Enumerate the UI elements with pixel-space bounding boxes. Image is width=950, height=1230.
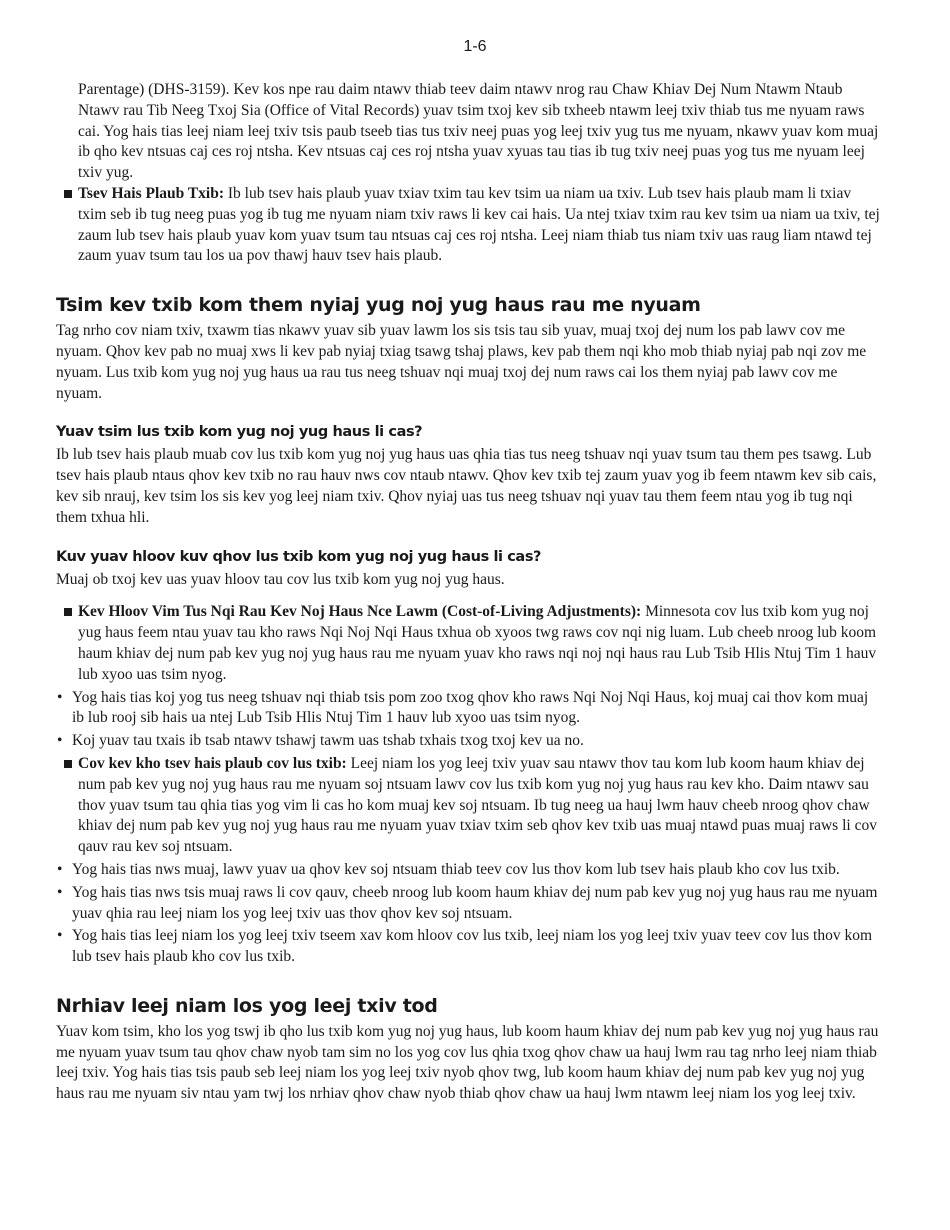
- continuation-paragraph: Parentage) (DHS-3159). Kev kos npe rau daim ntawv thiab teev daim ntawv nrog rau Chaw Khiav Dej Num Ntawm Ntaub Ntawv rau Tib Neeg Txoj Sia (Office of Vital Records) yuav tsim txoj kev sib txheeb ntawm leej txiv thiab tus me nyuam raws cai. Yog hais tias leej niam leej txiv tsis paub tseeb tias tus txiv neej puas yog leej txiv yug tus me nyuam, nkawv yuav kom muaj ib qho kev ntsuas caj ces roj ntsha. Kev ntsuas caj ces roj ntsha yuav xyuas tau tias ib tug txiv neej puas yog tus me nyuam leej txiv yug.: [78, 81, 879, 182]
- court-modification-subitem: • Yog hais tias nws tsis muaj raws li cov qauv, cheeb nroog lub koom haum khiav dej num pab kev yug noj yug haus rau me nyuam yuav qhia rau leej niam los yog leej txiv uas thov qhov kev soj ntsuam.: [56, 883, 880, 925]
- cola-subitem: • Yog hais tias koj yog tus neeg tshuav nqi thiab tsis pom zoo txog qhov kho raws Nqi Noj Nqi Haus, koj muaj cai thov kom muaj ib lub rooj sib hais ua ntej Lub Tsib Hlis Ntuj Tim 1 hauv lub xyoo uas tsim nyog.: [56, 688, 880, 730]
- how-change-paragraph: Muaj ob txoj kev uas yuav hloov tau cov lus txib kom yug noj yug haus.: [56, 570, 505, 588]
- how-established-paragraph: Ib lub tsev hais plaub muab cov lus txib kom yug noj yug haus uas qhia tias tus neeg tshuav nqi yuav tsum tau them pes tsawg. Lub tsev hais plaub ntaus qhov kev txib no rau hauv nws cov ntaub ntawv. Qhov kev txib tej zaum yuav yog ib feem ntawm kev sib cais, kev sib nrauj, kev tsim los sis kev yog leej niam txiv. Qhov nyiaj uas tus neeg tshuav nqi yuav tau them feem ntau yog ib tug nqi them txhua hli.: [56, 446, 877, 526]
- support-order-paragraph: Tag nrho cov niam txiv, txawm tias nkawv yuav sib yuav lawm los sis tsis tau sib yuav, muaj txoj dej num los pab lawv cov me nyuam. Qhov kev pab no muaj xws li kev pab nyiaj txiag tsawg tshaj plaws, kev pab them nqi kho mob thiab nyiaj pab nqi zov me nyuam. Lus txib kom yug noj yug haus ua rau tus neeg tshuav nqi muaj txoj dej num raws cai los them nyiaj pab lawv cov me nyuam.: [56, 322, 867, 402]
- court-order-item: [56, 184, 880, 267]
- court-order-text: Ib lub tsev hais plaub yuav txiav txim tau kev tsim ua niam ua txiv. Lub tsev hais plaub mam li txiav txim seb ib tug neeg puas yog ib tug me nyuam niam txiv raws li kev cai hais. Ua ntej txiav txim rau kev tsim ua niam ua txiv, tej zaum lub tsev hais plaub yuav kom yuav tsum tau ntsuas caj ces roj ntsha. Leej niam thiab tus niam txiv uas raug liam ntawd tej zaum yuav tsum tau los ua pov thawj hauv tsev hais plaub.: [78, 184, 880, 265]
- cola-sublist: [56, 688, 880, 752]
- subheading-how-change: Kuv yuav hloov kuv qhov lus txib kom yug noj yug haus li cas?: [56, 548, 542, 565]
- locate-parent-paragraph: Yuav kom tsim, kho los yog tswj ib qho lus txib kom yug noj yug haus, lub koom haum khiav dej num pab kev yug noj yug haus rau me nyuam yuav tsum tau qhov chaw nyob tam sim no los yog cov lus qhia txog qhov chaw ua hauj lwm rau tag nrho leej niam thiab leej txiv. Yog hais tias tsis paub seb leej niam los yog leej txiv nyob qhov twg, lub koom haum khiav dej num pab kev yug noj yug haus rau me nyuam siv ntau yam twj los nrhiav qhov chaw nyob thiab qhov chaw ua hauj lwm ntawm leej niam los yog leej txiv.: [56, 1022, 879, 1103]
- cola-text: Minnesota cov lus txib kom yug noj yug haus feem ntau yuav tau kho raws Nqi Noj Nqi Haus txhua ob xyoos twg raws cov nqi nig luam. Lub cheeb nroog lub koom haum khiav dej num pab kev yug noj yug haus rau me nyuam yuav kho raws nqi noj nqi haus rau Lub Tsib Hlis Ntuj Tim 1 hauv lub xyoo uas tsim nyog.: [78, 603, 877, 683]
- court-modification-subitem: • Yog hais tias leej niam los yog leej txiv tseem xav kom hloov cov lus txib, leej niam los yog leej txiv yuav teev cov lus thov kom lub tsev hais plaub kho cov lus txib.: [56, 926, 880, 968]
- cola-subitem: • Koj yuav tau txais ib tsab ntawv tshawj tawm uas tshab txhais txog txoj kev ua no.: [56, 731, 880, 752]
- intro-bullet-list: [56, 184, 880, 267]
- court-order-label: Tsev Hais Plaub Txib:: [78, 184, 225, 202]
- court-modification-subitem: • Yog hais tias nws muaj, lawv yuav ua qhov kev soj ntsuam thiab teev cov lus thov kom lub tsev hais plaub kho cov lus txib.: [56, 860, 880, 881]
- court-modification-label: Cov kev kho tsev hais plaub cov lus txib:: [78, 754, 347, 772]
- change-methods-list: [56, 602, 880, 968]
- court-modification-item: [56, 754, 880, 968]
- cola-item: [56, 602, 880, 752]
- section-heading-support-order: Tsim kev txib kom them nyiaj yug noj yug haus rau me nyuam: [56, 294, 701, 317]
- cola-label: Kev Hloov Vim Tus Nqi Rau Kev Noj Haus Nce Lawm (Cost-of-Living Adjustments):: [78, 603, 642, 621]
- court-modification-text: Leej niam los yog leej txiv yuav sau ntawv thov tau kom lub koom haum khiav dej num pab kev yug noj yug haus rau me nyuam soj ntsuam lawv cov lus txib kom yug noj yug haus rau kev kho. Daim ntawv sau thov yuav tsum tau qhia tias yog vim li cas ho kom muaj kev soj ntsuam. Ib tug neeg ua hauj lwm hauv cheeb nroog qhov chaw khiav dej num pab kev yug noj yug haus rau me nyuam yuav txiav txim seb qhov kev txib uas muaj ntawd puas muaj raws li cov qauv rau kev soj ntsuam.: [78, 754, 877, 856]
- page-number: 1-6: [463, 38, 487, 55]
- subheading-how-established: Yuav tsim lus txib kom yug noj yug haus li cas?: [56, 424, 423, 441]
- section-heading-locate-parent: Nrhiav leej niam los yog leej txiv tod: [56, 994, 438, 1017]
- page-content: [56, 80, 880, 1105]
- court-modification-sublist: [56, 860, 880, 968]
